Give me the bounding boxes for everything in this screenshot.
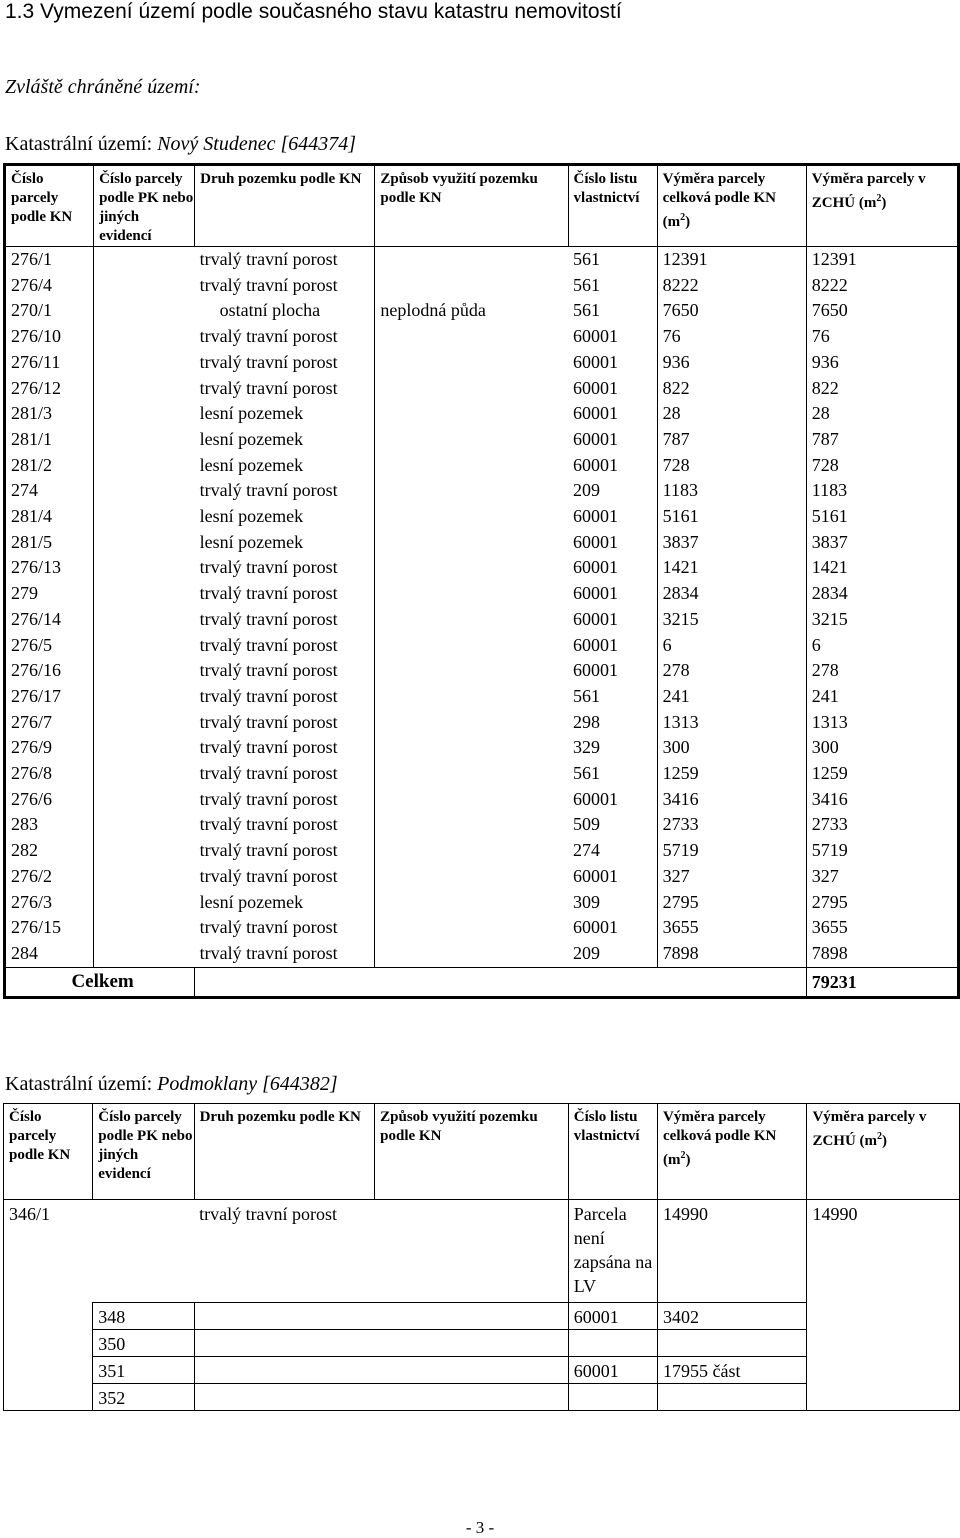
cell-celkova: 1313 [657,710,806,736]
table-row [5,324,959,350]
cell-lv: 60001 [568,350,657,376]
cell-lv: 60001 [568,864,657,890]
cell-zchu: 1313 [806,710,958,736]
cell-kn: 276/10 [5,324,94,350]
cell-zpusob [375,401,568,427]
table-row [5,478,959,504]
total-value: 79231 [806,967,958,997]
cell-zchu: 822 [806,376,958,402]
cell-pk [94,761,195,787]
cell-celkova: 728 [657,453,806,479]
cell-celkova: 1183 [657,478,806,504]
table-row [5,710,959,736]
cell-celkova: 2834 [657,581,806,607]
cell-pk [94,684,195,710]
cell-lv: 60001 [568,787,657,813]
cell-celkova: 241 [657,684,806,710]
cell-kn: 276/14 [5,607,94,633]
cell-celkova: 5161 [657,504,806,530]
cell-celkova: 822 [657,376,806,402]
cell-zpusob [375,273,568,299]
cell-kn: 276/8 [5,761,94,787]
cell-pk [94,530,195,556]
cell-zpusob [375,478,568,504]
cell-lv: 561 [568,761,657,787]
cell-kn: 276/4 [5,273,94,299]
cell-kn: 284 [5,941,94,967]
cell-celkova: 1421 [657,555,806,581]
table-row [5,427,959,453]
cell-druh: trvalý travní porost [195,607,375,633]
cell-kn: 276/2 [5,864,94,890]
cell-celkova: 28 [657,401,806,427]
cell-lv: 561 [568,298,657,324]
cell-druh: trvalý travní porost [195,710,375,736]
cell-celkova: 8222 [657,273,806,299]
table-row [5,401,959,427]
cell-druh: trvalý travní porost [195,555,375,581]
cell-pk [94,838,195,864]
cell-celkova: 278 [657,658,806,684]
zchu-heading: Zvláště chráněné území: [5,76,201,98]
table-row [5,607,959,633]
table-row [4,1303,960,1330]
cell-lv: 60001 [568,658,657,684]
cell-celkova: 2733 [657,812,806,838]
cell-zpusob [375,1200,569,1303]
cell-zpusob [375,324,568,350]
cell-zchu: 936 [806,350,958,376]
cell-pk [94,324,195,350]
cell-celkova: 327 [657,864,806,890]
cell-lv: 60001 [568,607,657,633]
cell-pk: 352 [93,1384,194,1411]
header-druh: Druh pozemku podle KN [195,165,375,247]
cell-kn: 279 [5,581,94,607]
cadastral-area-heading-2 [5,1073,338,1096]
cell-druh [194,1303,568,1330]
cell-lv [568,1384,657,1411]
cell-pk [94,581,195,607]
cell-zpusob: neplodná půda [380,300,486,321]
table-row [5,735,959,761]
cell-pk: 350 [93,1330,194,1357]
cell-pk [94,864,195,890]
cell-kn: 281/2 [5,453,94,479]
cell-lv: 561 [568,247,657,273]
cell-pk [94,504,195,530]
table-header-row [5,165,959,247]
cell-kn: 281/1 [5,427,94,453]
cell-druh: trvalý travní porost [199,1204,338,1224]
cell-celkova: 2795 [657,890,806,916]
header-kn: Číslo parcely podle KN [5,165,94,247]
table-row [5,298,959,324]
header-kn: Číslo parcely podle KN [4,1104,93,1200]
cell-druh [194,1357,568,1384]
table-row [5,350,959,376]
cell-kn: 276/17 [5,684,94,710]
cell-zpusob [375,761,568,787]
total-row [5,967,959,997]
table-row [5,864,959,890]
cell-zchu: 3215 [806,607,958,633]
table-row [5,812,959,838]
cell-pk [94,350,195,376]
cell-lv: 60001 [568,453,657,479]
cell-pk [94,941,195,967]
cell-druh: trvalý travní porost [195,324,375,350]
cell-druh: trvalý travní porost [195,273,375,299]
cell-lv: 309 [568,890,657,916]
cell-lv: 209 [568,478,657,504]
cell-zchu: 2733 [806,812,958,838]
cell-kn: 276/1 [5,247,94,273]
cell-kn: 270/1 [5,298,94,324]
table-row [4,1200,960,1303]
cell-lv: 509 [568,812,657,838]
cell-celkova: 3837 [657,530,806,556]
cell-lv: 60001 [568,581,657,607]
cell-druh: trvalý travní porost [195,633,375,659]
cell-kn: 276/15 [5,915,94,941]
cell-zpusob [375,941,568,967]
cell-zpusob [375,684,568,710]
cell-druh: lesní pozemek [195,453,375,479]
cell-celkova: 17955 část [658,1357,807,1384]
cell-druh: lesní pozemek [195,427,375,453]
cell-zchu: 8222 [806,273,958,299]
cell-celkova: 6 [657,633,806,659]
cell-pk [94,427,195,453]
cell-kn: 276/9 [5,735,94,761]
cell-lv: 60001 [568,324,657,350]
cell-zchu: 787 [806,427,958,453]
cell-druh [194,1330,568,1357]
cell-celkova: 3416 [657,787,806,813]
cell-lv: 60001 [568,427,657,453]
cell-pk [94,915,195,941]
cell-zchu: 5719 [806,838,958,864]
cell-lv: 209 [568,941,657,967]
cell-kn: 283 [5,812,94,838]
cell-celkova [658,1330,807,1357]
cadastral-area-label: Katastrální území: [5,1073,158,1095]
table-header-row [4,1104,960,1200]
table-row [5,941,959,967]
parcel-table-1 [3,163,960,999]
cell-pk [93,1200,194,1303]
cell-celkova: 3215 [657,607,806,633]
cell-druh: trvalý travní porost [195,581,375,607]
cell-kn: 274 [5,478,94,504]
header-zpusob: Způsob využití pozemku podle KN [375,165,568,247]
cell-zpusob [375,504,568,530]
cell-zchu: 76 [806,324,958,350]
cell-lv: 561 [568,684,657,710]
cell-zchu: 14990 [812,1204,858,1224]
cell-lv: 329 [568,735,657,761]
cell-kn: 346/1 [9,1204,51,1224]
cell-druh: trvalý travní porost [195,247,375,273]
cell-zpusob [375,427,568,453]
cell-lv: 60001 [568,504,657,530]
cell-pk [94,273,195,299]
cell-kn: 282 [5,838,94,864]
table-row [5,273,959,299]
cell-lv: 60001 [568,530,657,556]
table-row [5,633,959,659]
cell-druh [194,1384,568,1411]
table-row [5,581,959,607]
cell-druh: trvalý travní porost [195,735,375,761]
cell-zpusob [375,376,568,402]
cell-kn: 276/3 [5,890,94,916]
cell-pk [94,658,195,684]
cell-druh: lesní pozemek [195,401,375,427]
cell-zchu: 28 [806,401,958,427]
header-zchu: Výměra parcely v ZCHÚ $(m^2)$ [807,1104,960,1200]
cell-kn: 276/13 [5,555,94,581]
cell-druh: trvalý travní porost [195,838,375,864]
cell-druh: lesní pozemek [195,530,375,556]
cell-zpusob [375,838,568,864]
cell-lv: 60001 [568,915,657,941]
cell-celkova: 12391 [657,247,806,273]
cell-lv: 60001 [568,376,657,402]
cell-lv: 60001 [568,1303,657,1330]
cell-druh: trvalý travní porost [195,864,375,890]
header-celkova: Výměra parcely celková podle KN $(m^2)$ [657,165,806,247]
cell-zpusob [375,633,568,659]
cell-druh: trvalý travní porost [195,787,375,813]
cell-pk [94,633,195,659]
table-row [5,761,959,787]
cell-zchu: 3416 [806,787,958,813]
cell-lv: 60001 [568,1357,657,1384]
cell-pk [94,478,195,504]
cell-zpusob [375,350,568,376]
cell-kn: 276/6 [5,787,94,813]
table-row [5,890,959,916]
cell-zpusob [375,864,568,890]
cell-celkova [658,1384,807,1411]
cell-druh: trvalý travní porost [195,812,375,838]
cell-zpusob [375,812,568,838]
cell-zchu: 1259 [806,761,958,787]
header-zchu: Výměra parcely v ZCHÚ $(m^2)$ [806,165,958,247]
cell-druh: ostatní plocha [195,298,375,324]
header-lv: Číslo listu vlastnictví [568,1104,657,1200]
cell-zchu: 1421 [806,555,958,581]
cell-kn: 276/12 [5,376,94,402]
page-number: - 3 - [465,1518,495,1537]
cell-pk [94,890,195,916]
cell-druh: trvalý travní porost [195,941,375,967]
cell-zchu: 728 [806,453,958,479]
header-zpusob: Způsob využití pozemku podle KN [375,1104,569,1200]
cell-zpusob [375,453,568,479]
cell-zchu [807,1303,960,1411]
cell-celkova: 787 [657,427,806,453]
cell-zchu: 300 [806,735,958,761]
cell-zpusob [375,735,568,761]
cell-lv [568,1330,657,1357]
cadastral-area-name: Nový Studenec [644374] [157,133,357,155]
table-row [5,787,959,813]
cell-pk [94,453,195,479]
cell-zchu: 327 [806,864,958,890]
header-druh: Druh pozemku podle KN [194,1104,375,1200]
cell-druh: lesní pozemek [195,890,375,916]
parcel-table-2 [3,1103,960,1411]
cell-celkova: 5719 [657,838,806,864]
cell-druh: trvalý travní porost [195,376,375,402]
cell-druh: trvalý travní porost [195,915,375,941]
cell-pk: 348 [93,1303,194,1330]
cell-zchu: 2795 [806,890,958,916]
header-pk: Číslo parcely podle PK nebo jiných evidencí [94,165,195,247]
cell-zpusob [375,247,568,273]
header-celkova: Výměra parcely celková podle KN $(m^2)$ [658,1104,807,1200]
table-row [5,684,959,710]
cell-pk [94,247,195,273]
cell-celkova: 936 [657,350,806,376]
cell-zchu: 7898 [806,941,958,967]
cell-zchu: 278 [806,658,958,684]
cell-zchu: 3655 [806,915,958,941]
cell-lv: 60001 [568,633,657,659]
cell-zpusob [375,890,568,916]
cell-lv: 60001 [568,555,657,581]
header-lv: Číslo listu vlastnictví [568,165,657,247]
cell-zpusob [375,710,568,736]
cadastral-area-label: Katastrální území: [5,133,158,155]
cell-zchu: 5161 [806,504,958,530]
cell-pk [94,812,195,838]
table-row [5,453,959,479]
cell-lv: 60001 [568,401,657,427]
cell-druh: trvalý travní porost [195,658,375,684]
cell-pk [94,555,195,581]
cadastral-area-name: Podmoklany [644382] [157,1073,338,1095]
cell-celkova: 76 [657,324,806,350]
cell-pk [94,376,195,402]
table-row [5,838,959,864]
header-pk: Číslo parcely podle PK nebo jiných evidencí [93,1104,194,1200]
cell-druh: lesní pozemek [195,504,375,530]
cell-kn: 276/16 [5,658,94,684]
cell-zchu: 12391 [806,247,958,273]
cell-kn: 281/3 [5,401,94,427]
cell-lv: Parcela není zapsána na LV [568,1200,657,1303]
cell-kn: 276/5 [5,633,94,659]
table-row [5,504,959,530]
cell-zchu: 2834 [806,581,958,607]
cell-pk [94,710,195,736]
cadastral-area-heading-1 [5,133,356,156]
cell-druh: trvalý travní porost [195,350,375,376]
cell-kn: 276/11 [5,350,94,376]
cell-pk [94,401,195,427]
cell-zchu: 6 [806,633,958,659]
cell-celkova: 7650 [657,298,806,324]
cell-zpusob [375,787,568,813]
total-blank [195,967,807,997]
cell-celkova: 7898 [657,941,806,967]
cell-lv: 274 [568,838,657,864]
cell-celkova: 1259 [657,761,806,787]
cell-druh: trvalý travní porost [195,761,375,787]
cell-zchu: 7650 [806,298,958,324]
cell-kn [4,1303,93,1411]
cell-zpusob [375,555,568,581]
cell-celkova: 300 [657,735,806,761]
cell-zpusob [375,915,568,941]
cell-kn: 281/5 [5,530,94,556]
cell-kn: 281/4 [5,504,94,530]
cell-pk [94,607,195,633]
table-row [5,376,959,402]
cell-zpusob [375,658,568,684]
cell-pk: 351 [93,1357,194,1384]
cell-pk [94,735,195,761]
cell-zpusob [375,607,568,633]
cell-kn: 276/7 [5,710,94,736]
cell-celkova: 14990 [658,1200,807,1303]
cell-celkova: 3655 [657,915,806,941]
cell-zpusob [375,581,568,607]
table-row [5,658,959,684]
cell-celkova: 3402 [658,1303,807,1330]
cell-lv: 298 [568,710,657,736]
total-label: Celkem [5,967,195,997]
section-title: 1.3 Vymezení území podle současného stavu katastru nemovitostí [5,0,622,23]
table-row [5,555,959,581]
table-row [5,915,959,941]
cell-lv: 561 [568,273,657,299]
cell-zchu: 1183 [806,478,958,504]
table-row [5,530,959,556]
cell-zpusob [375,530,568,556]
table-row [5,247,959,273]
cell-zchu: 241 [806,684,958,710]
cell-druh: trvalý travní porost [195,478,375,504]
cell-pk [94,298,195,324]
cell-druh: trvalý travní porost [195,684,375,710]
cell-zchu: 3837 [806,530,958,556]
cell-pk [94,787,195,813]
